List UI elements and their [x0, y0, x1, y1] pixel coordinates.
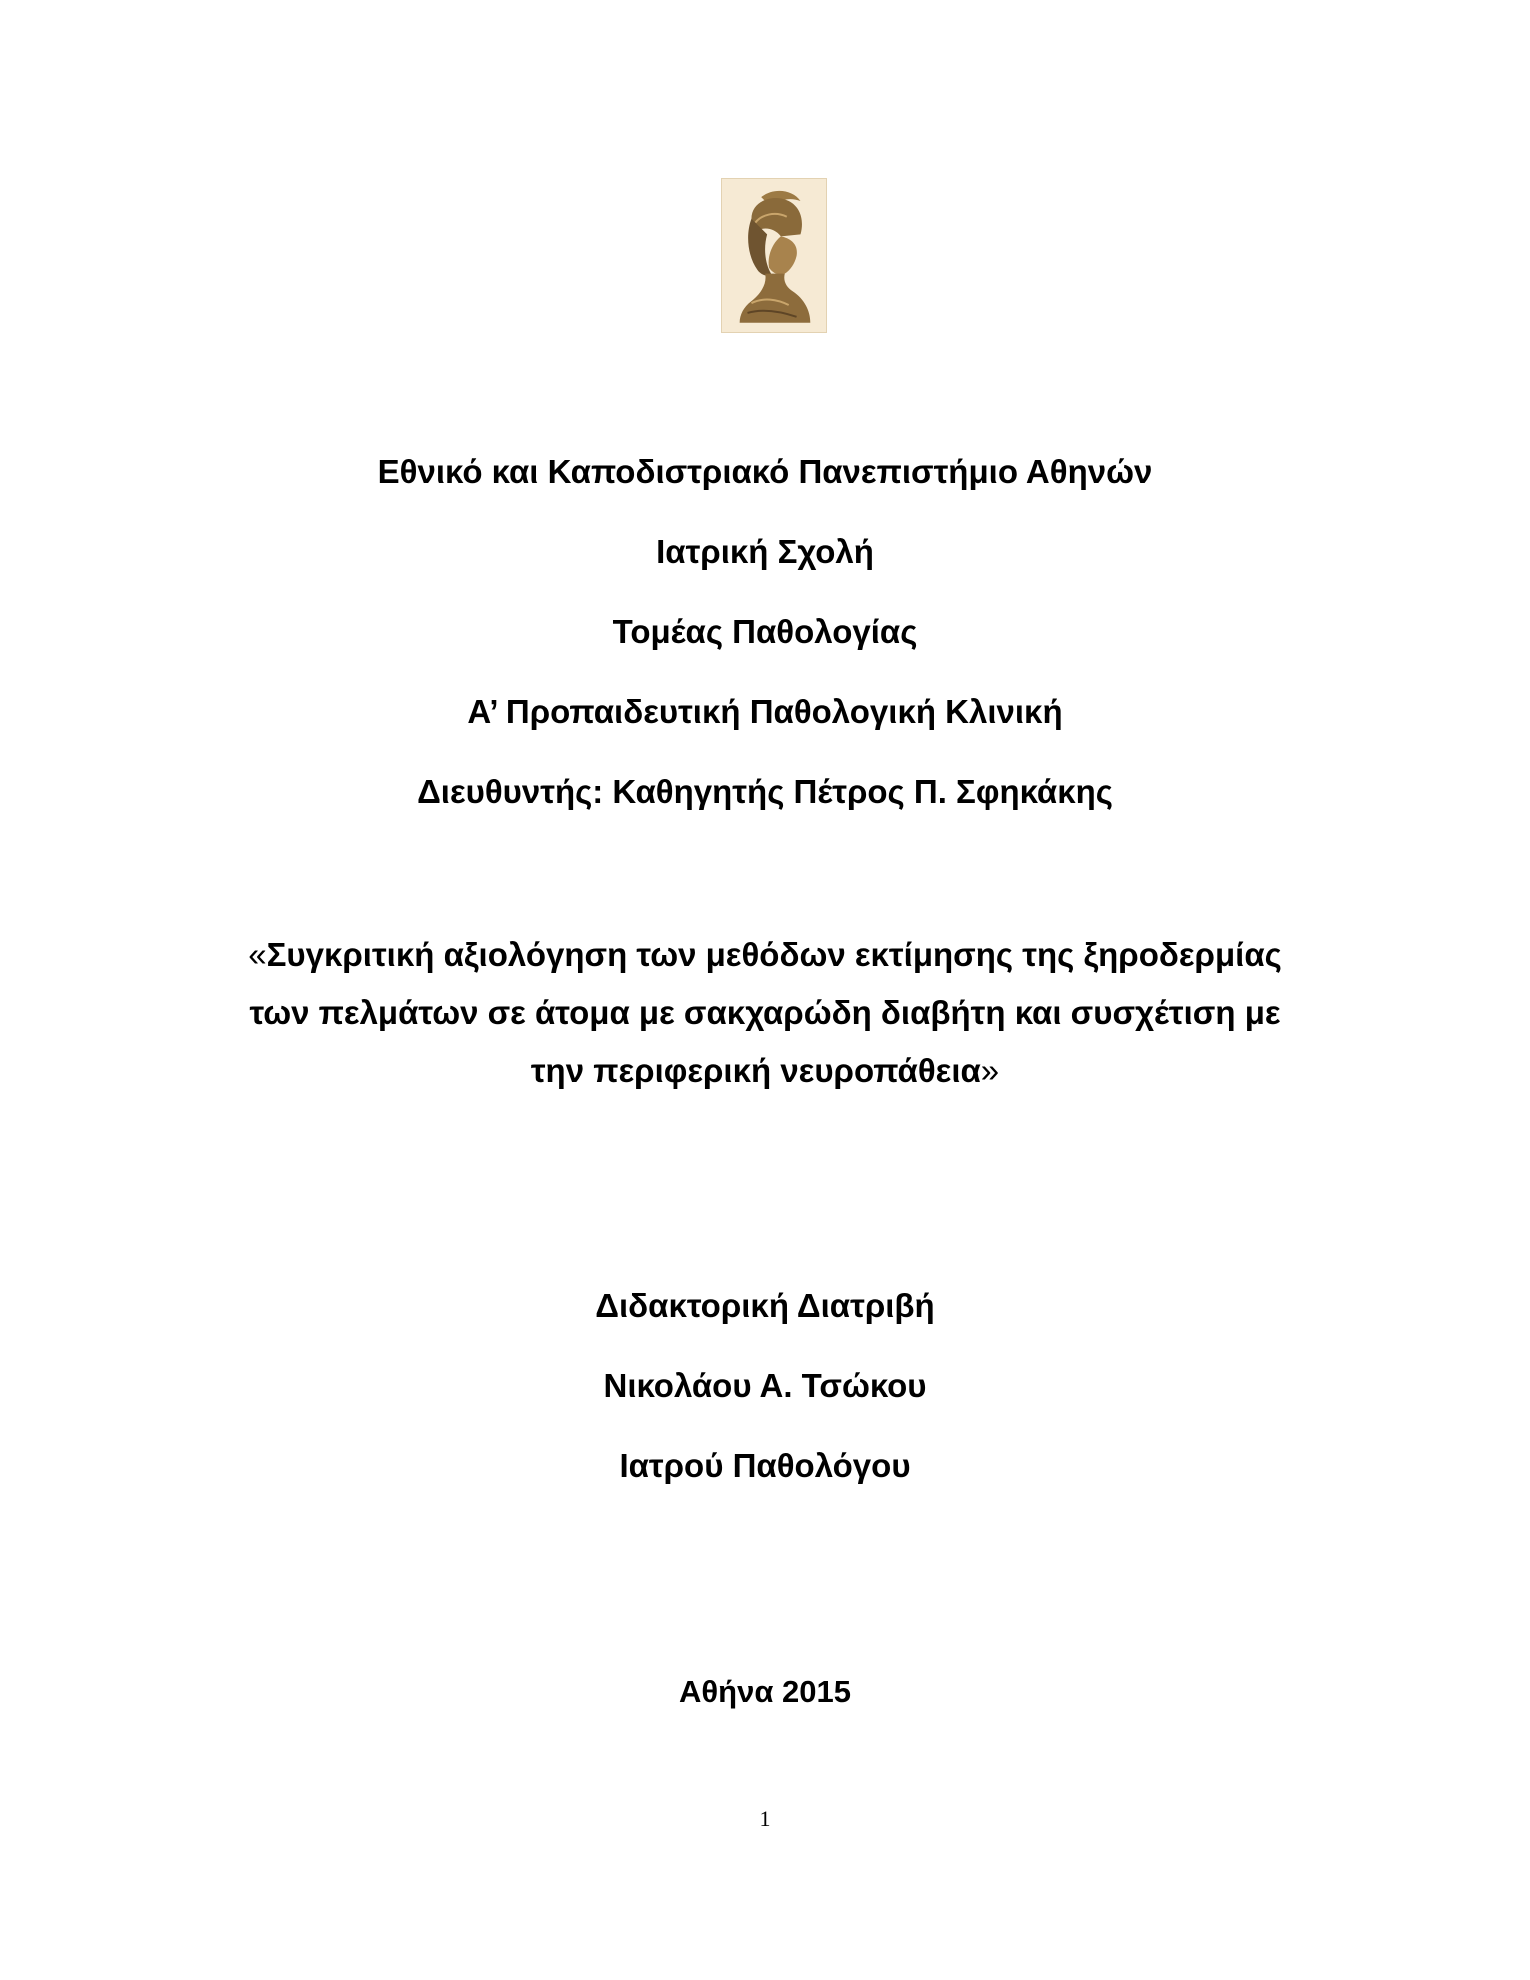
university-name: Εθνικό και Καποδιστριακό Πανεπιστήμιο Αθηνών [377, 453, 1153, 490]
athena-emblem-icon [721, 178, 827, 333]
author-profession: Ιατρού Παθολόγου [619, 1447, 911, 1484]
thesis-type: Διδακτορική Διατριβή [595, 1287, 935, 1324]
page-number: 1 [759, 1806, 771, 1831]
clinic-name: Α’ Προπαιδευτική Παθολογική Κλινική [467, 693, 1063, 730]
thesis-title [0, 926, 1530, 1100]
thesis-title-line-1: «Συγκριτική αξιολόγηση των μεθόδων εκτίμησης της ξηροδερμίας [248, 936, 1282, 973]
school-name: Ιατρική Σχολή [656, 533, 874, 570]
author-name: Νικολάου Α. Τσώκου [603, 1367, 927, 1404]
sector-name: Τομέας Παθολογίας [612, 613, 918, 650]
place-year: Αθήνα 2015 [679, 1674, 851, 1709]
thesis-title-line-3: την περιφερική νευροπάθεια» [530, 1052, 1000, 1089]
director-line: Διευθυντής: Καθηγητής Πέτρος Π. Σφηκάκης [417, 773, 1113, 810]
close-quote: » [980, 1052, 1000, 1089]
open-quote: « [248, 936, 267, 973]
thesis-title-line-2: των πελμάτων σε άτομα με σακχαρώδη διαβήτη και συσχέτιση με [249, 994, 1281, 1031]
